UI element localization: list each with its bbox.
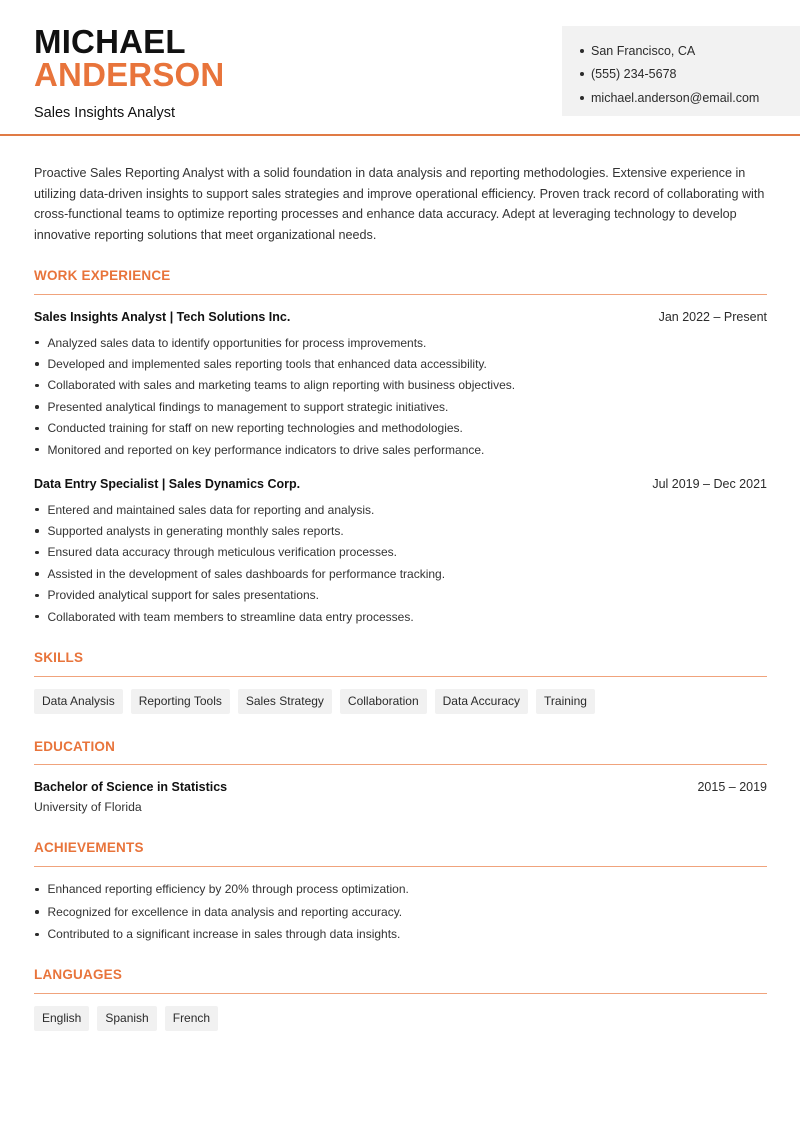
- job-dates: Jan 2022 – Present: [658, 310, 767, 324]
- name-block: [34, 23, 225, 121]
- education-dates: 2015 – 2019: [697, 780, 767, 794]
- list-item: [34, 563, 767, 584]
- bullet-icon: [35, 405, 39, 409]
- job-dates: Jul 2019 – Dec 2021: [652, 477, 767, 491]
- education-header: [34, 780, 767, 794]
- degree: Bachelor of Science in Statistics: [34, 780, 228, 794]
- list-item: [34, 499, 767, 520]
- skills-list: [34, 689, 595, 714]
- job-header: [34, 310, 767, 324]
- job-role: Data Entry Specialist | Sales Dynamics Corp.: [34, 477, 301, 491]
- skills-heading: SKILLS: [34, 650, 84, 665]
- list-item-text: Entered and maintained sales data for reporting and analysis.: [47, 502, 375, 517]
- job-bullets: [34, 499, 767, 627]
- list-item-text: Presented analytical findings to management to support strategic initiatives.: [47, 399, 449, 414]
- section-divider: [34, 676, 767, 677]
- list-item-text: Conducted training for staff on new reporting technologies and methodologies.: [47, 421, 463, 436]
- list-item-text: Ensured data accuracy through meticulous verification processes.: [47, 545, 398, 560]
- bullet-icon: [35, 933, 39, 937]
- achievements-heading: ACHIEVEMENTS: [34, 840, 144, 855]
- job-role: Sales Insights Analyst | Tech Solutions Inc.: [34, 310, 291, 324]
- list-item: [34, 439, 767, 460]
- list-item: [34, 901, 767, 924]
- bullet-icon: [35, 427, 39, 431]
- first-name: MICHAEL: [34, 23, 186, 60]
- list-item-text: Collaborated with sales and marketing teams to align reporting with business objectives.: [47, 378, 516, 393]
- list-item-text: Collaborated with team members to streamline data entry processes.: [47, 609, 414, 624]
- contact-location-text: San Francisco, CA: [591, 43, 696, 58]
- school-name: University of Florida: [34, 800, 142, 814]
- work-experience-heading: WORK EXPERIENCE: [34, 268, 171, 283]
- contact-phone: [580, 63, 800, 87]
- bullet-icon: [35, 572, 39, 576]
- list-item: [34, 375, 767, 396]
- list-item-text: Supported analysts in generating monthly sales reports.: [47, 524, 344, 539]
- list-item-text: Contributed to a significant increase in sales through data insights.: [47, 927, 401, 942]
- bullet-icon: [35, 362, 39, 366]
- contact-location: [580, 39, 800, 63]
- list-item: [34, 878, 767, 901]
- bullet-icon: [35, 448, 39, 452]
- skill-tag: Data Analysis: [34, 689, 123, 714]
- job-header: [34, 477, 767, 491]
- bullet-icon: [35, 384, 39, 388]
- contact-phone-text: (555) 234-5678: [591, 67, 677, 82]
- bullet-icon: [35, 551, 39, 555]
- list-item-text: Provided analytical support for sales presentations.: [47, 588, 319, 603]
- list-item-text: Assisted in the development of sales dashboards for performance tracking.: [47, 566, 446, 581]
- section-divider: [34, 294, 767, 295]
- languages-heading: LANGUAGES: [34, 967, 123, 982]
- achievements-list: [34, 878, 767, 946]
- language-tag: English: [34, 1006, 89, 1031]
- list-item: [34, 520, 767, 541]
- bullet-icon: [580, 96, 584, 100]
- skill-tag: Training: [536, 689, 595, 714]
- list-item: [34, 332, 767, 353]
- list-item: [34, 353, 767, 374]
- bullet-icon: [35, 529, 39, 533]
- education-heading: EDUCATION: [34, 739, 116, 754]
- list-item-text: Monitored and reported on key performance indicators to drive sales performance.: [47, 442, 485, 457]
- list-item: [34, 542, 767, 563]
- skill-tag: Collaboration: [340, 689, 427, 714]
- skill-tag: Sales Strategy: [238, 689, 332, 714]
- job-title: Sales Insights Analyst: [34, 105, 176, 121]
- bullet-icon: [35, 910, 39, 914]
- bullet-icon: [35, 888, 39, 892]
- language-tag: Spanish: [97, 1006, 156, 1031]
- list-item: [34, 396, 767, 417]
- resume-header: [0, 0, 800, 136]
- language-tag: French: [165, 1006, 218, 1031]
- skill-tag: Data Accuracy: [435, 689, 528, 714]
- bullet-icon: [580, 72, 584, 76]
- list-item: [34, 923, 767, 946]
- contact-email: [580, 86, 800, 110]
- contact-box: [562, 26, 800, 116]
- list-item-text: Developed and implemented sales reporting tools that enhanced data accessibility.: [47, 357, 487, 372]
- list-item: [34, 585, 767, 606]
- languages-list: [34, 1006, 218, 1031]
- summary-paragraph: Proactive Sales Reporting Analyst with a solid foundation in data analysis and reporting methodologies. Extensive experience in utilizing data-driven insights to support sales strategies and improve operational efficiency. Proven track record of collaborating with cross-functional teams to optimize reporting processes and enhance data accuracy. Adept at leveraging technology to develop innovative reporting solutions that meet organizational needs.: [34, 166, 765, 242]
- bullet-icon: [35, 615, 39, 619]
- list-item: [34, 606, 767, 627]
- section-divider: [34, 866, 767, 867]
- section-divider: [34, 764, 767, 765]
- bullet-icon: [35, 508, 39, 512]
- bullet-icon: [35, 594, 39, 598]
- bullet-icon: [35, 341, 39, 345]
- list-item-text: Enhanced reporting efficiency by 20% through process optimization.: [47, 882, 409, 897]
- list-item-text: Recognized for excellence in data analysis and reporting accuracy.: [47, 904, 403, 919]
- contact-email-text: michael.anderson@email.com: [591, 90, 760, 105]
- section-divider: [34, 993, 767, 994]
- job-bullets: [34, 332, 767, 460]
- list-item-text: Analyzed sales data to identify opportunities for process improvements.: [47, 335, 427, 350]
- bullet-icon: [580, 49, 584, 53]
- skill-tag: Reporting Tools: [131, 689, 230, 714]
- last-name: ANDERSON: [34, 56, 225, 93]
- list-item: [34, 418, 767, 439]
